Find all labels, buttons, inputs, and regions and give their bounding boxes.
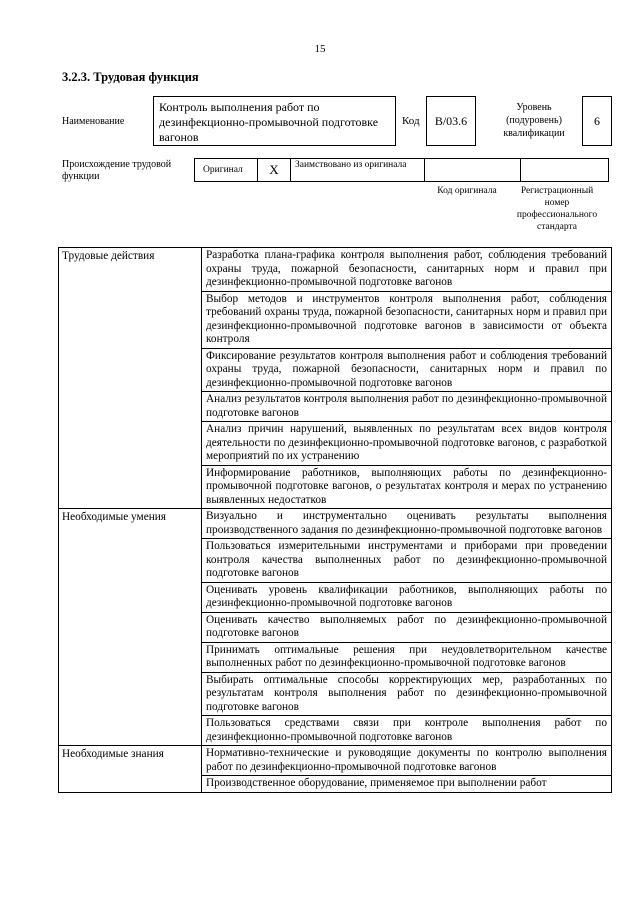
name-label: Наименование <box>62 116 125 127</box>
labor-function-table <box>58 247 612 793</box>
section-item: Нормативно-технические и руководящие документы по контролю выполнения работ по дезинфекционно-промывочной подготовке вагонов <box>202 746 612 776</box>
section-item: Пользоваться измерительными инструментами и приборами при проведении контроля качества выполненных работ по дезинфекционно-промывочной подготовке вагонов <box>202 539 612 583</box>
reg-number-label: Регистрационный номер профессионального стандарта <box>516 186 598 232</box>
original-cell <box>194 158 258 182</box>
section-item: Принимать оптимальные решения при неудовлетворительном качестве выполненных работ по дезинфекционно-промывочной подготовке вагонов <box>202 642 612 672</box>
function-name-box: Контроль выполнения работ по дезинфекционно-промывочной подготовке вагонов <box>153 96 396 146</box>
page-number: 15 <box>314 43 326 55</box>
section-item: Информирование работников, выполняющих работы по дезинфекционно-промывочной подготовке вагонов, о результатах контроля и мерах по устранению выявленных недостатков <box>202 465 612 509</box>
code-original-label: Код оригинала <box>437 186 497 196</box>
section-item: Пользоваться средствами связи при контроле выполнения работ по дезинфекционно-промывочной подготовке вагонов <box>202 716 612 746</box>
origin-label: Происхождение трудовой функции <box>62 159 172 182</box>
section-item: Разработка плана-графика контроля выполнения работ, соблюдения требований охраны труда, пожарной безопасности, санитарных норм и правил при дезинфекционно-промывочной подготовке вагонов <box>202 248 612 292</box>
function-code-box: В/03.6 <box>426 96 476 146</box>
section-item: Анализ причин нарушений, выявленных по результатам всех видов контроля деятельности по дезинфекционно-промывочной подготовке вагонов, с разработкой мероприятий по их устранению <box>202 422 612 466</box>
section-heading: Необходимые умения <box>59 509 202 746</box>
level-label: Уровень (подуровень) квалификации <box>503 102 565 139</box>
level-value-box: 6 <box>582 96 612 146</box>
table-row <box>59 509 612 539</box>
borrowed-cell <box>290 158 425 182</box>
section-title: 3.2.3. Трудовая функция <box>62 70 199 84</box>
code-original-cell <box>424 158 521 182</box>
section-item: Анализ результатов контроля выполнения работ по дезинфекционно-промывочной подготовке вагонов <box>202 392 612 422</box>
section-item: Визуально и инструментально оценивать результаты выполнения производственного задания по дезинфекционно-промывочной подготовке вагонов <box>202 509 612 539</box>
section-heading: Трудовые действия <box>59 248 202 509</box>
original-mark: X <box>269 162 279 177</box>
section-item: Производственное оборудование, применяемое при выполнении работ <box>202 776 612 793</box>
table-row <box>59 248 612 292</box>
origin-row <box>194 158 612 182</box>
section-item: Фиксирование результатов контроля выполнения работ и соблюдения требований охраны труда, пожарной безопасности, санитарных норм и правил по дезинфекционно-промывочной подготовке вагонов <box>202 348 612 392</box>
original-mark-cell <box>257 158 291 182</box>
original-label: Оригинал <box>203 165 243 175</box>
reg-number-cell <box>520 158 609 182</box>
table-row <box>59 746 612 776</box>
code-label: Код <box>402 115 420 127</box>
section-item: Выбирать оптимальные способы корректирующих мер, разработанных по результатам контроля выполнения работ по дезинфекционно-промывочной подготовке вагонов <box>202 672 612 716</box>
section-item: Оценивать качество выполняемых работ по дезинфекционно-промывочной подготовке вагонов <box>202 612 612 642</box>
section-heading: Необходимые знания <box>59 746 202 793</box>
borrowed-label: Заимствовано из оригинала <box>295 160 407 170</box>
section-item: Выбор методов и инструментов контроля выполнения работ, соблюдения требований охраны труда, пожарной безопасности, санитарных норм и правил при дезинфекционно-промывочной подготовке вагонов в зависимости от объекта контроля <box>202 291 612 348</box>
section-item: Оценивать уровень квалификации работников, выполняющих работы по дезинфекционно-промывочной подготовке вагонов <box>202 582 612 612</box>
